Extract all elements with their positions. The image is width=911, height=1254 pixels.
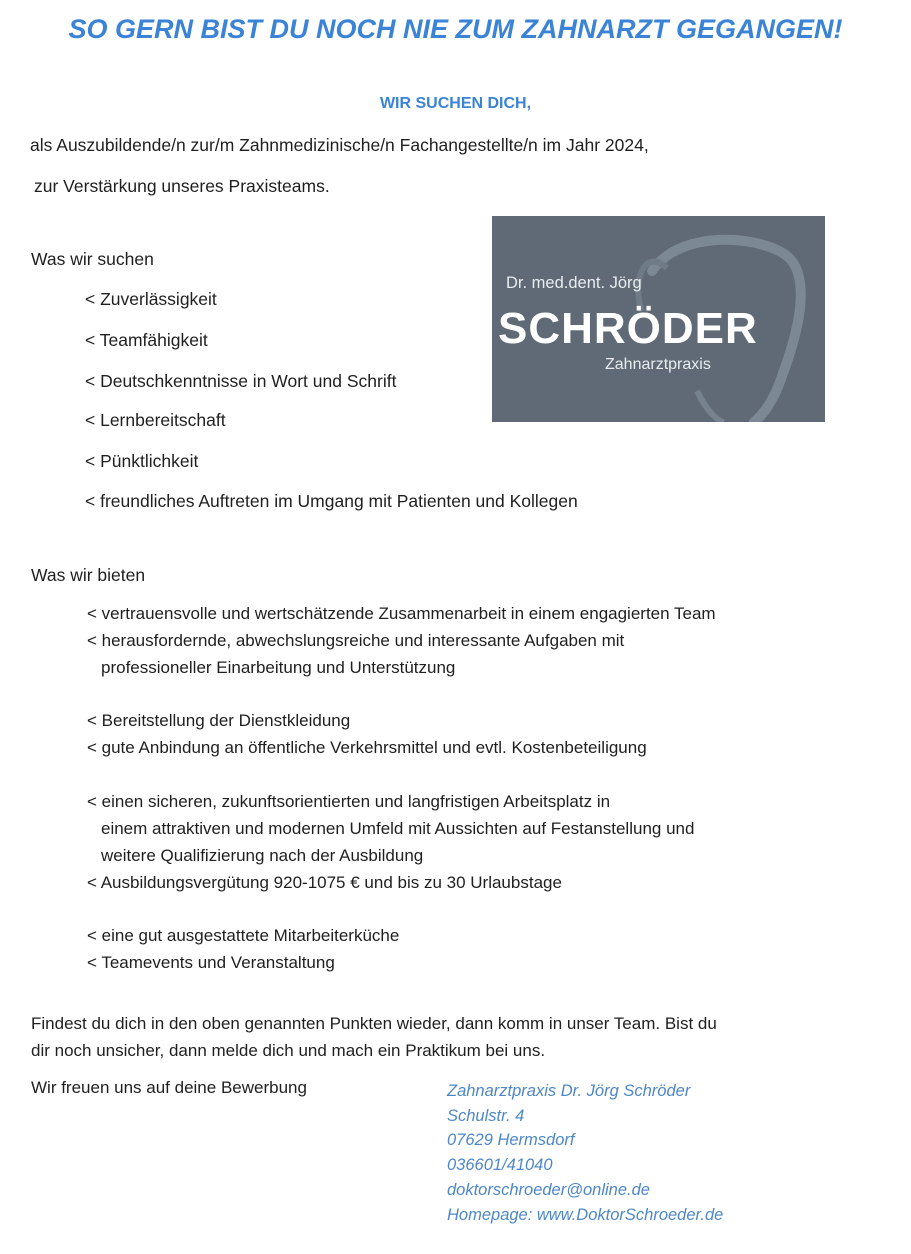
search-item: < Pünktlichkeit: [85, 451, 199, 471]
practice-logo: [492, 216, 825, 422]
search-item: < freundliches Auftreten im Umgang mit Patienten und Kollegen: [85, 491, 578, 511]
offer-line: < gute Anbindung an öffentliche Verkehrsmittel und evtl. Kostenbeteiligung: [87, 738, 647, 757]
subheadline: WIR SUCHEN DICH,: [379, 95, 532, 112]
offer-heading: Was wir bieten: [31, 565, 146, 585]
search-heading: Was wir suchen: [31, 249, 154, 269]
contact-email: doktorschroeder@online.de: [447, 1181, 650, 1199]
contact-phone: 036601/41040: [447, 1156, 553, 1174]
offer-line: < Teamevents und Veranstaltung: [87, 953, 335, 972]
signoff: Wir freuen uns auf deine Bewerbung: [31, 1078, 307, 1097]
logo-doctor-title: Dr. med.dent. Jörg: [506, 274, 642, 292]
contact-city: 07629 Hermsdorf: [447, 1131, 575, 1149]
contact-practice-name: Zahnarztpraxis Dr. Jörg Schröder: [447, 1082, 691, 1100]
offer-line: einem attraktiven und modernen Umfeld mit Aussichten auf Festanstellung und: [101, 819, 695, 838]
closing-line: Findest du dich in den oben genannten Punkten wieder, dann komm in unser Team. Bist du: [31, 1014, 717, 1033]
offer-line: < Ausbildungsvergütung 920-1075 € und bis zu 30 Urlaubstage: [87, 873, 562, 892]
search-item: < Zuverlässigkeit: [85, 289, 217, 309]
headline: SO GERN BIST DU NOCH NIE ZUM ZAHNARZT GEGANGEN!: [68, 14, 843, 44]
logo-subtitle: Zahnarztpraxis: [605, 356, 711, 373]
search-item: < Teamfähigkeit: [85, 330, 208, 350]
offer-line: < herausfordernde, abwechslungsreiche und interessante Aufgaben mit: [87, 631, 625, 650]
search-item: < Lernbereitschaft: [85, 410, 226, 430]
search-item: < Deutschkenntnisse in Wort und Schrift: [85, 371, 397, 391]
intro-line: als Auszubildende/n zur/m Zahnmedizinische/n Fachangestellte/n im Jahr 2024,: [30, 135, 649, 155]
offer-line: professioneller Einarbeitung und Unterstützung: [101, 658, 456, 677]
logo-name: SCHRÖDER: [498, 304, 758, 353]
contact-homepage: Homepage: www.DoktorSchroeder.de: [447, 1206, 724, 1224]
intro-line: zur Verstärkung unseres Praxisteams.: [34, 176, 330, 196]
closing-line: dir noch unsicher, dann melde dich und mach ein Praktikum bei uns.: [31, 1041, 546, 1060]
contact-street: Schulstr. 4: [447, 1107, 525, 1125]
offer-line: < vertrauensvolle und wertschätzende Zusammenarbeit in einem engagierten Team: [87, 604, 716, 623]
offer-line: < einen sicheren, zukunftsorientierten und langfristigen Arbeitsplatz in: [87, 792, 611, 811]
offer-line: weitere Qualifizierung nach der Ausbildung: [101, 846, 424, 865]
offer-line: < eine gut ausgestattete Mitarbeiterküche: [87, 926, 400, 945]
offer-line: < Bereitstellung der Dienstkleidung: [87, 711, 351, 730]
